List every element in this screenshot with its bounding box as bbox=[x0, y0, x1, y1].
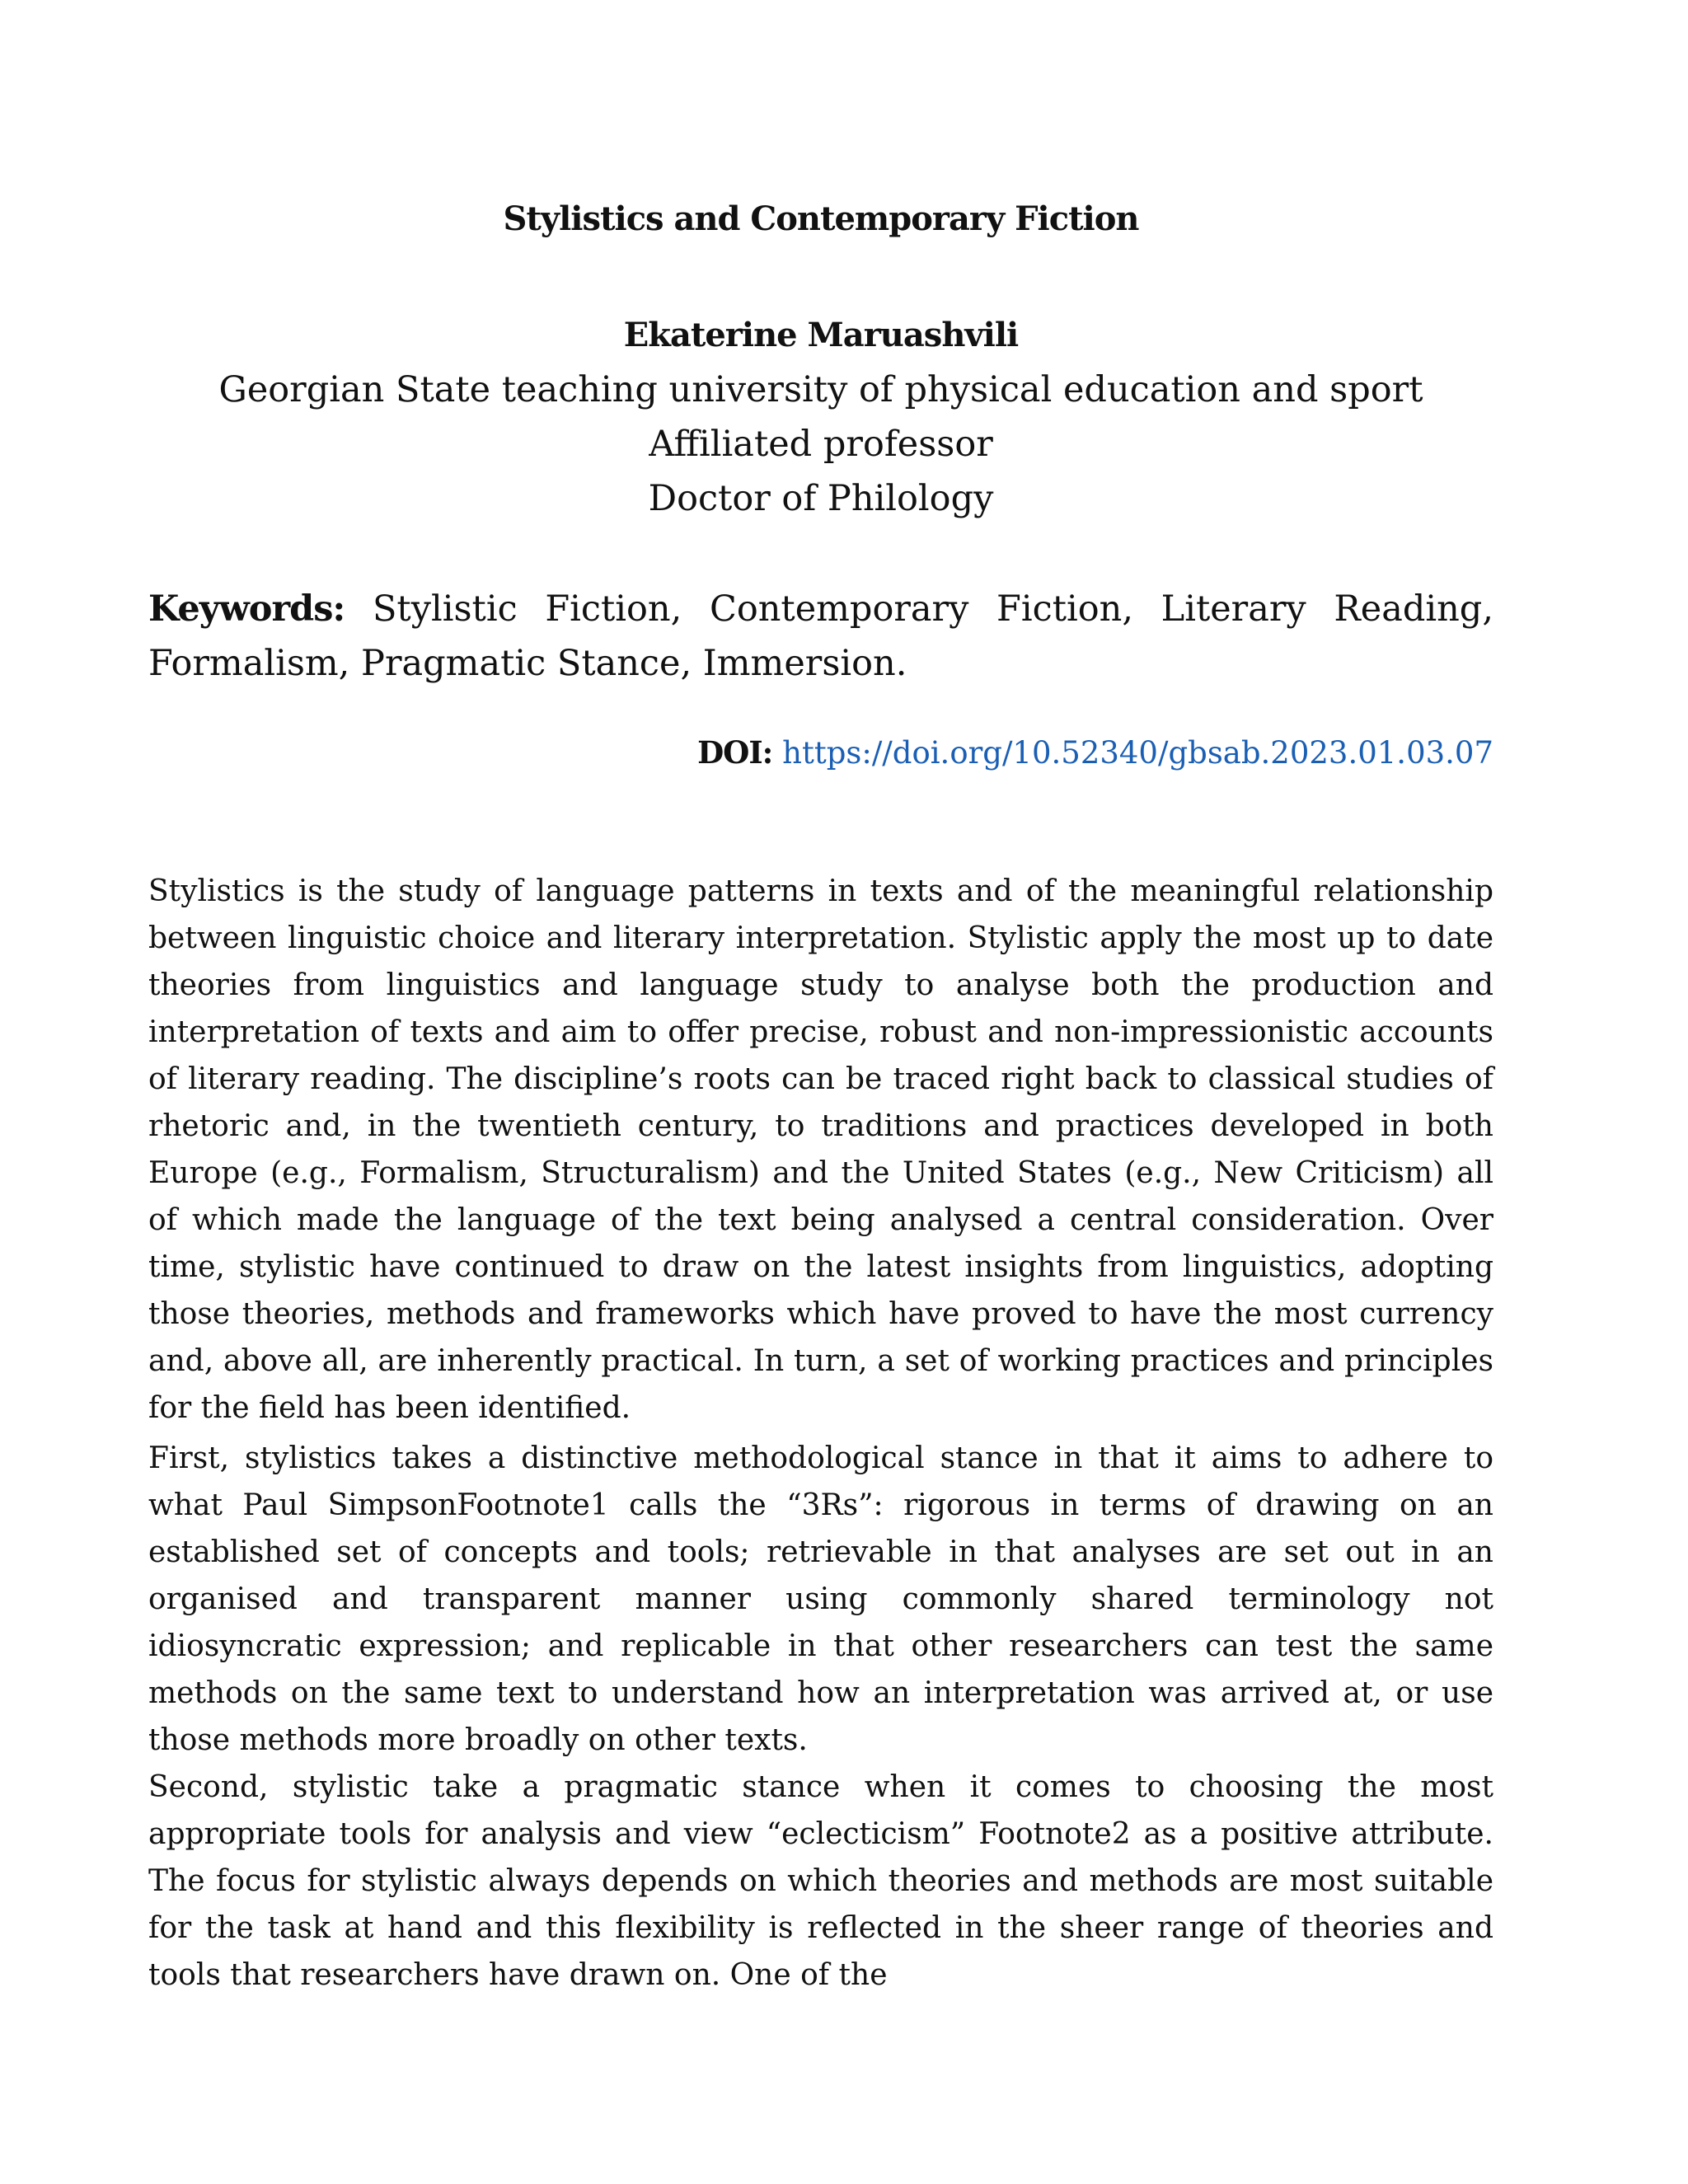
body-paragraph: Stylistics is the study of language patterns in texts and of the meaningful relationship between linguistic choice and literary interpretation. Stylistic apply the most up to date theories from linguistics and language study to analyse both the production and interpretation of texts and aim to offer precise, robust and non-impressionistic accounts of literary reading. The discipline’s roots can be traced right back to classical studies of rhetoric and, in the twentieth century, to traditions and practices developed in both Europe (e.g., Formalism, Structuralism) and the United States (e.g., New Criticism) all of which made the language of the text being analysed a central consideration. Over time, stylistic have continued to draw on the latest insights from linguistics, adopting those theories, methods and frameworks which have proved to have the most currency and, above all, are inherently practical. In turn, a set of working practices and principles for the field has been identified. bbox=[148, 874, 1493, 1425]
doi-link[interactable]: https://doi.org/10.52340/gbsab.2023.01.03.07 bbox=[782, 735, 1493, 771]
author-affiliation: Georgian State teaching university of physical education and sport bbox=[218, 369, 1423, 410]
doi-line bbox=[697, 732, 1493, 774]
keywords-text: Stylistic Fiction, Contemporary Fiction, Literary Reading, Formalism, Pragmatic Stance, Immersion. bbox=[148, 588, 1494, 684]
doi-label: DOI: bbox=[697, 734, 773, 771]
author-name: Ekaterine Maruashvili bbox=[623, 316, 1019, 354]
author-degree: Doctor of Philology bbox=[648, 478, 994, 519]
paper-page bbox=[148, 0, 1493, 2184]
keywords-section bbox=[148, 582, 1493, 691]
body-paragraph: Second, stylistic take a pragmatic stance when it comes to choosing the most appropriate tools for analysis and view “eclecticism” Footnote2 as a positive attribute. The focus for stylistic always depends on which theories and methods are most suitable for the task at hand and this flexibility is reflected in the sheer range of theories and tools that researchers have drawn on. One of the bbox=[148, 1770, 1493, 1992]
author-position: Affiliated professor bbox=[649, 424, 993, 465]
body-paragraph: First, stylistics takes a distinctive methodological stance in that it aims to adhere to what Paul SimpsonFootnote1 calls the “3Rs”: rigorous in terms of drawing on an established set of concepts and tools; retrievable in that analyses are set out in an organised and transparent manner using commonly shared terminology not idiosyncratic expression; and replicable in that other researchers can test the same methods on the same text to understand how an interpretation was arrived at, or use those methods more broadly on other texts. bbox=[148, 1441, 1493, 1757]
author-block bbox=[148, 308, 1493, 526]
paper-title: Stylistics and Contemporary Fiction bbox=[503, 199, 1139, 238]
keywords-label: Keywords: bbox=[148, 588, 345, 630]
